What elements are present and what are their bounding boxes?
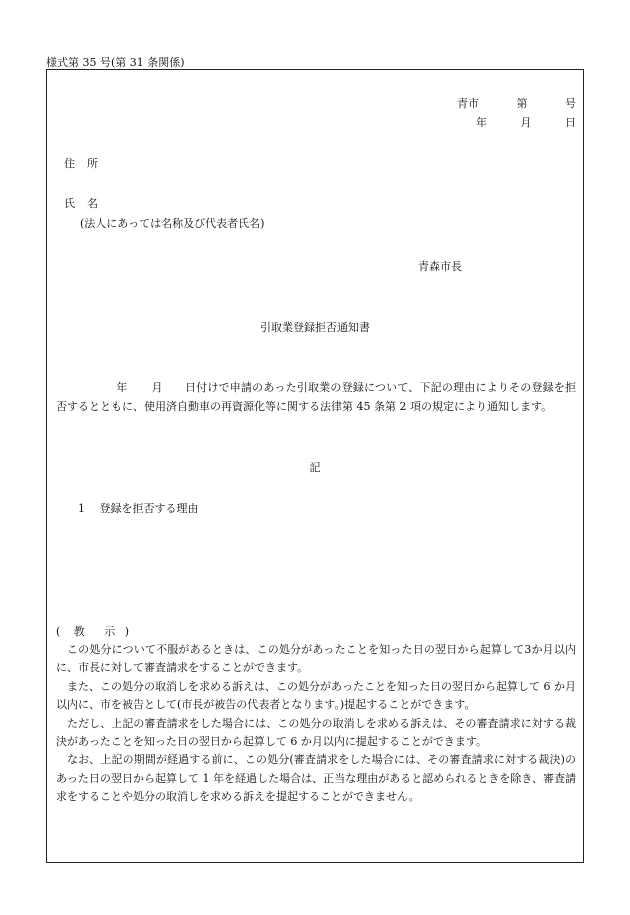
form-number-label: 様式第 35 号(第 31 条関係) <box>46 56 185 69</box>
document-number <box>457 95 576 111</box>
issuer-name: 青森市長 <box>418 260 462 273</box>
date-year: 年 <box>476 116 487 129</box>
date-day: 日 <box>565 116 576 129</box>
date-month: 月 <box>520 116 532 129</box>
reason-number: 1 <box>78 502 85 515</box>
doc-number-go: 号 <box>565 97 576 110</box>
notice-section <box>56 641 576 807</box>
notice-paragraph: ただし、上記の審査請求をした場合には、この処分の取消しを求める訴えは、その審査請求に対する裁決があったことを知った日の翌日から起算して 6 か月以内に提起することができます。 <box>56 716 576 749</box>
name-label: 氏名 <box>64 197 110 210</box>
address-label: 住所 <box>64 157 110 170</box>
document-date <box>476 114 576 130</box>
body-month: 月 <box>151 381 163 394</box>
notification-body <box>56 378 576 416</box>
body-text: 日付けで申請のあった引取業の登録について、下記の理由によりその登録を拒否するとともに、使用済自動車の再資源化等に関する法律第 45 条第 2 項の規定により通知します。 <box>56 381 577 413</box>
notice-paragraph: また、この処分の取消しを求める訴えは、この処分があったことを知った日の翌日から起算して 6 か月以内に、市を被告として(市長が被告の代表者となります。)提起することができます。 <box>56 679 576 712</box>
reason-item <box>78 500 199 516</box>
notice-paragraph: この処分について不服があるときは、この処分があったことを知った日の翌日から起算して3か月以内に、市長に対して審査請求をすることができます。 <box>56 643 576 675</box>
notice-title-kyo: 教 <box>73 625 85 638</box>
reason-label: 登録を拒否する理由 <box>99 502 199 515</box>
name-note: (法人にあっては名称及び代表者氏名) <box>80 217 265 230</box>
ki-heading: 記 <box>309 461 321 474</box>
body-year: 年 <box>116 381 128 394</box>
doc-number-dai: 第 <box>516 97 528 110</box>
notice-title <box>56 623 129 639</box>
document-title: 引取業登録拒否通知書 <box>260 321 370 334</box>
notice-paragraph: なお、上記の期間が経過する前に、この処分(審査請求をした場合には、その審査請求に対する裁決)のあった日の翌日から起算して 1 年を経過した場合は、正当な理由があると認められるときを除き、審査請求をすることや処分の取消しを求める訴えを提起することができません。 <box>56 753 576 804</box>
doc-number-prefix: 青市 <box>457 97 479 110</box>
notice-title-close: ) <box>124 625 130 638</box>
notice-title-open: ( <box>56 625 61 638</box>
notice-title-ji: 示 <box>104 625 116 638</box>
